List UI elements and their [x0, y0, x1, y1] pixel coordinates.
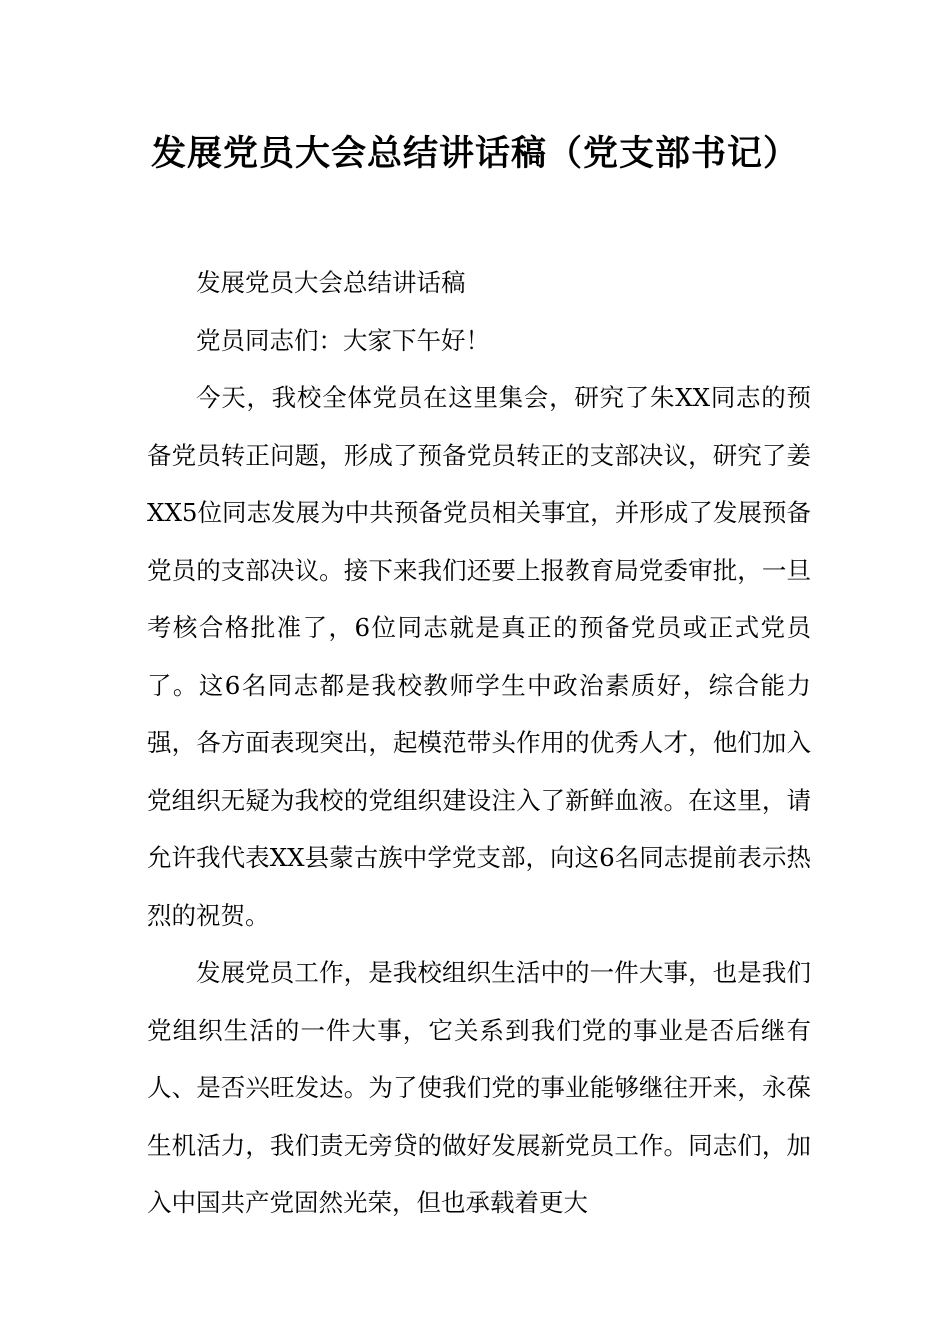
document-body [147, 254, 811, 1232]
paragraph-body-2: 发展党员工作，是我校组织生活中的一件大事，也是我们党组织生活的一件大事，它关系到我们党的事业是否后继有人、是否兴旺发达。为了使我们党的事业能够继往开来，永葆生机活力，我们责无旁贷的做好发展新党员工作。同志们，加入中国共产党固然光荣，但也承载着更大 [147, 958, 811, 1217]
document-title: 发展党员大会总结讲话稿（党支部书记） [150, 134, 799, 174]
paragraph-greeting: 党员同志们：大家下午好！ [196, 325, 490, 355]
paragraph-body-1: 今天，我校全体党员在这里集会，研究了朱XX同志的预备党员转正问题，形成了预备党员转正的支部决议，研究了姜XX5位同志发展为中共预备党员相关事宜，并形成了发展预备党员的支部决议。接下来我们还要上报教育局党委审批，一旦考核合格批准了，6位同志就是真正的预备党员或正式党员了。这6名同志都是我校教师学生中政治素质好，综合能力强，各方面表现突出，起模范带头作用的优秀人才，他们加入党组织无疑为我校的党组织建设注入了新鲜血液。在这里，请允许我代表XX县蒙古族中学党支部，向这6名同志提前表示热烈的祝贺。 [147, 383, 811, 930]
paragraph-subtitle: 发展党员大会总结讲话稿 [196, 268, 466, 297]
